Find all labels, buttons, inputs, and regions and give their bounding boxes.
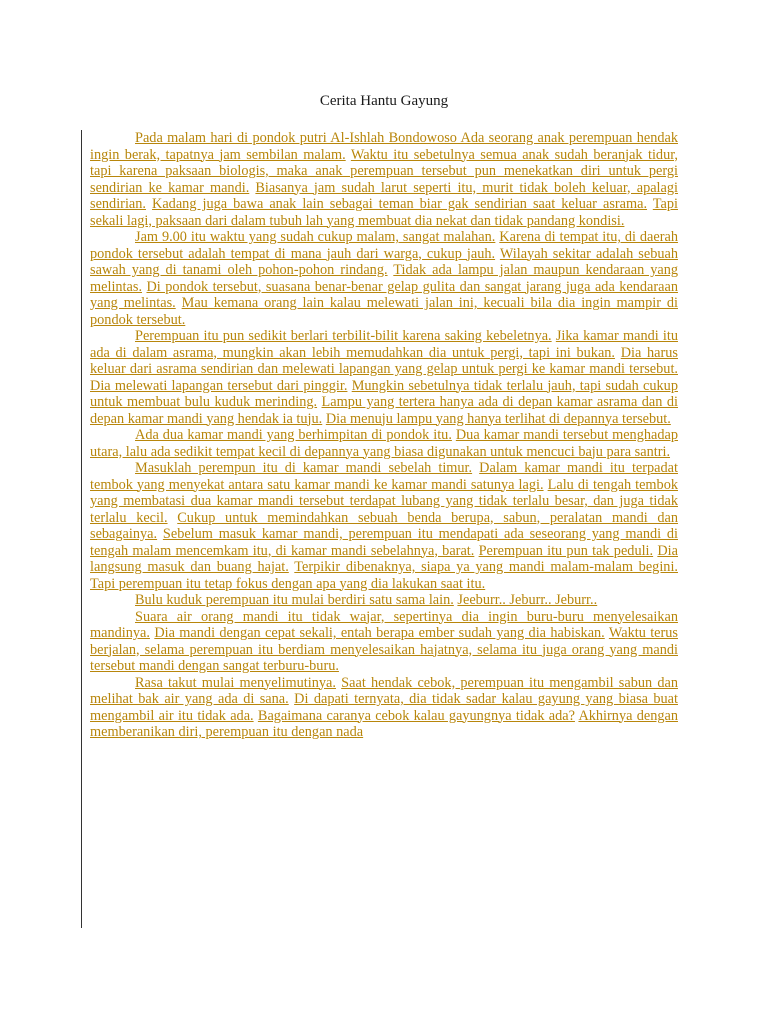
margin-line (81, 130, 82, 928)
sentence: Jeeburr.. Jeburr.. Jeburr.. (457, 592, 598, 608)
sentence: Dua kamar mandi tersebut menghadap utara, lalu ada sedikit tempat kecil di depannya yang biasa digunakan untuk mencuci baju para santri. (90, 427, 678, 460)
sentence: Saat hendak cebok, perempuan itu mengambil sabun dan melihat bak air yang ada di sana. (90, 674, 678, 707)
document-body (90, 130, 678, 741)
sentence: Perempuan itu pun sedikit berlari terbilit-bilit karena saking kebeletnya. (135, 328, 552, 344)
sentence: Terpikir dibenaknya, siapa ya yang mandi malam-malam begini. (294, 559, 678, 575)
sentence: Biasanya jam sudah larut seperti itu, murit tidak boleh keluar, apalagi sendirian. (90, 179, 679, 212)
paragraph (90, 592, 678, 609)
sentence: Bagaimana caranya cebok kalau gayungnya tidak ada? (257, 707, 575, 724)
sentence: Rasa takut mulai menyelimutinya. (135, 674, 336, 691)
sentence: Masuklah perempun itu di kamar mandi sebelah timur. (135, 460, 473, 476)
sentence: Akhirnya dengan memberanikan diri, perempuan itu dengan nada (90, 707, 678, 740)
sentence: Wilayah sekitar adalah sebuah sawah yang di tanami oleh pohon-pohon rindang. (90, 245, 678, 278)
paragraph (90, 229, 678, 328)
sentence: Lampu yang tertera hanya ada di depan kamar asrama dan di depan kamar mandi yang hendak ia tuju. (90, 394, 678, 427)
sentence: Dalam kamar mandi itu terpadat tembok yang menyekat antara satu kamar mandi ke kamar mandi satunya lagi. (90, 460, 678, 493)
sentence: Dia melewati lapangan tersebut dari pinggir. (90, 377, 348, 394)
paragraph (90, 460, 678, 592)
sentence: Karena di tempat itu, di daerah pondok tersebut adalah tempat di mana jauh dari warga, cukup jauh. (90, 229, 679, 262)
paragraph (90, 609, 678, 675)
sentence: Bulu kuduk perempuan itu mulai berdiri satu sama lain. (135, 592, 454, 608)
sentence: Tapi perempuan itu tetap fokus dengan apa yang dia lakukan saat itu. (90, 575, 486, 592)
sentence: Kadang juga bawa anak lain sebagai teman biar gak sendirian saat keluar asrama. (152, 196, 648, 212)
sentence: Cukup untuk memindahkan sebuah benda berupa, sabun, peralatan mandi dan sebagainya. (90, 509, 679, 542)
sentence: Mau kemana orang lain kalau melewati jalan ini, kecuali bila dia ingin mampir di pondok tersebut. (90, 295, 678, 328)
paragraph (90, 427, 678, 460)
sentence: Jam 9.00 itu waktu yang sudah cukup malam, sangat malahan. (135, 229, 496, 245)
sentence: Pada malam hari di pondok putri Al-Ishlah Bondowoso Ada seorang anak perempuan hendak ingin berak, tapatnya jam sembilan malam. (90, 130, 678, 163)
sentence: Waktu itu sebetulnya semua anak sudah beranjak tidur, tapi karena paksaan biologis, maka anak perempuan tersebut pun menekatkan diri untuk pergi sendirian ke kamar mandi. (90, 146, 678, 196)
document-title: Cerita Hantu Gayung (319, 93, 449, 109)
paragraph (90, 328, 678, 427)
sentence: Dia menuju lampu yang hanya terlihat di depannya tersebut. (325, 410, 671, 427)
sentence: Dia langsung masuk dan buang hajat. (90, 542, 678, 575)
sentence: Jika kamar mandi itu ada di dalam asrama, mungkin akan lebih memudahkan dia untuk pergi, tapi ini bukan. (90, 328, 678, 361)
sentence: Dia harus keluar dari asrama sendirian dan melewati lapangan yang gelap untuk pergi ke kamar mandi tersebut. (90, 344, 678, 377)
sentence: Lalu di tengah tembok yang membatasi dua kamar mandi tersebut terdapat lubang yang tidak terlalu besar, dan juga tidak terlalu kecil. (90, 476, 678, 526)
sentence: Tapi sekali lagi, paksaan dari dalam tubuh lah yang membuat dia nekat dan tidak pandang kondisi. (90, 196, 678, 229)
sentence: Tidak ada lampu jalan maupun kendaraan yang melintas. (90, 262, 678, 295)
paragraph (90, 130, 678, 229)
sentence: Dia mandi dengan cepat sekali, entah berapa ember sudah yang dia habiskan. (154, 625, 605, 641)
sentence: Ada dua kamar mandi yang berhimpitan di pondok itu. (135, 427, 452, 443)
sentence: Di dapati ternyata, dia tidak sadar kalau gayung yang biasa buat mengambil air itu tidak ada. (90, 691, 678, 724)
sentence: Suara air orang mandi itu tidak wajar, sepertinya dia ingin buru-buru menyelesaikan mandinya. (90, 608, 678, 641)
sentence: Perempuan itu pun tak peduli. (478, 542, 654, 559)
sentence: Sebelum masuk kamar mandi, perempuan itu mendapati ada seseorang yang mandi di tengah malam mencemkam itu, di kamar mandi sebelahnya, barat. (90, 526, 678, 559)
sentence: Mungkin sebetulnya tidak terlalu jauh, tapi sudah cukup untuk membuat bulu kuduk merinding. (90, 377, 678, 410)
sentence: Waktu terus berjalan, selama perempuan itu berdiam menyelesaikan hajatnya, selama itu juga orang yang mandi tersebut mandi dengan sangat terburu-buru. (90, 625, 678, 674)
paragraph (90, 675, 678, 741)
sentence: Di pondok tersebut, suasana benar-benar gelap gulita dan sangat jarang juga ada kendaraan yang melintas. (90, 278, 678, 311)
